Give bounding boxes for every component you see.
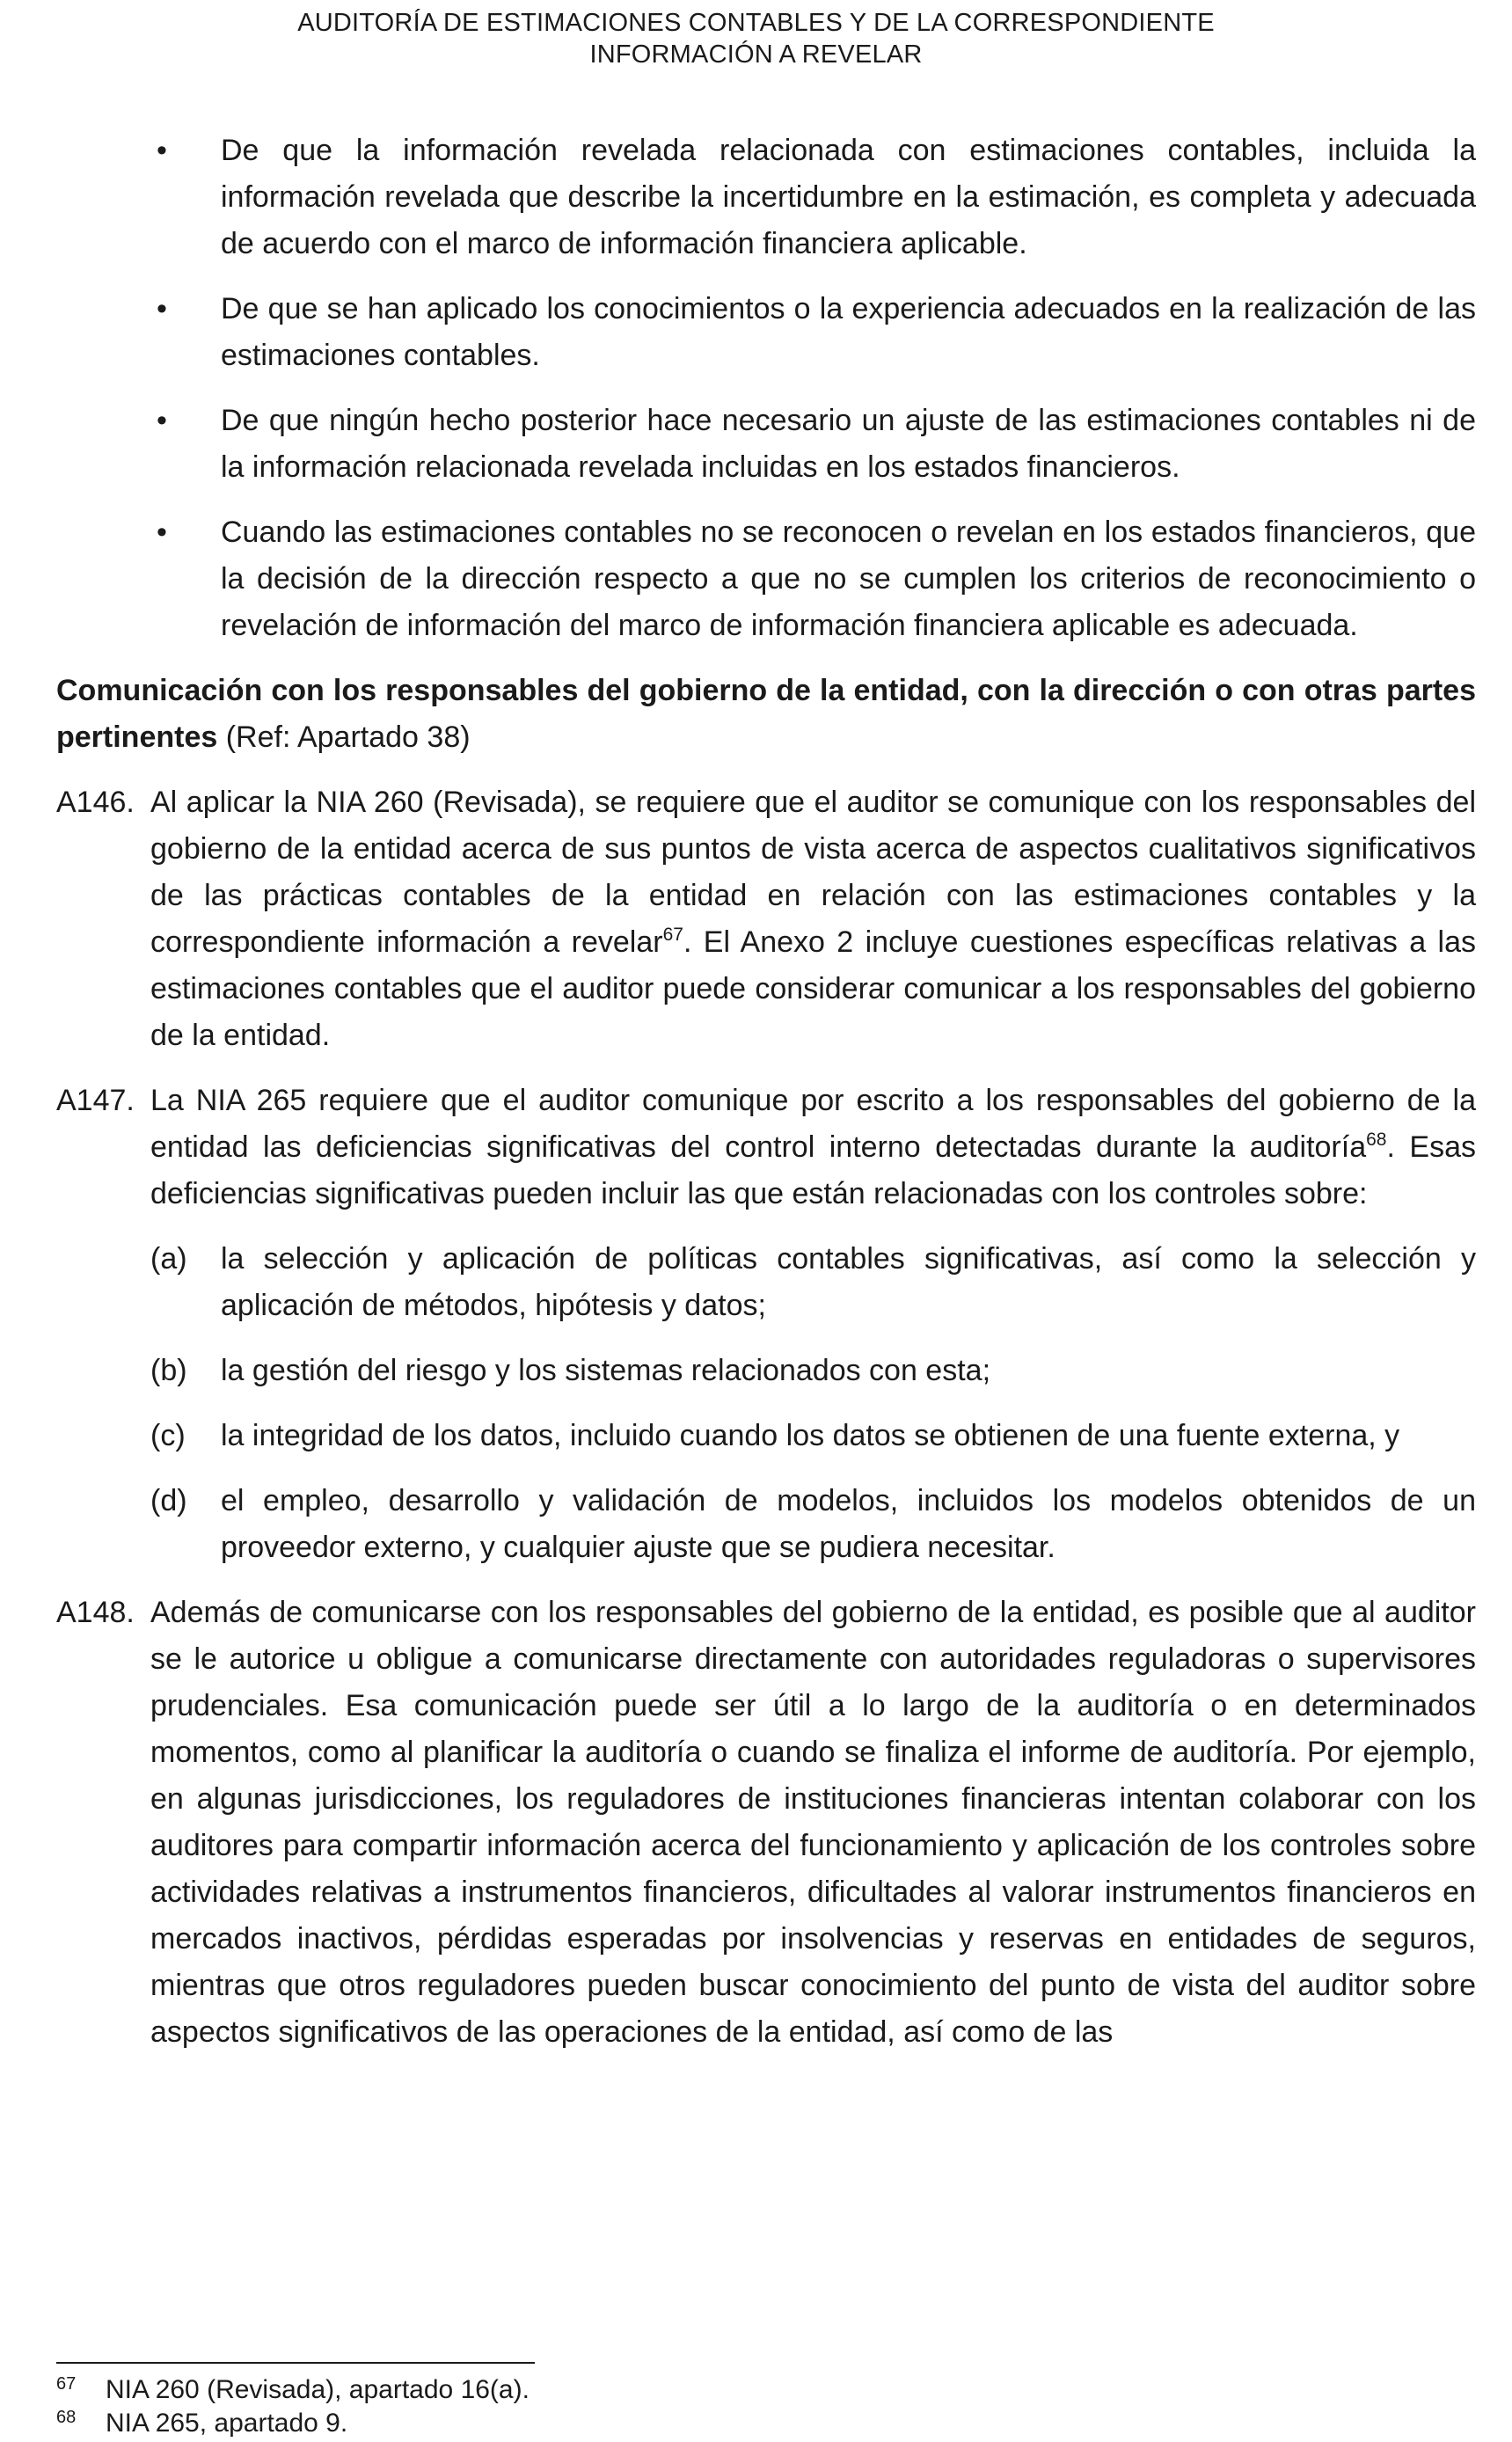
bullet-mark: • — [157, 515, 167, 549]
list-item-letter: (d) — [150, 1484, 187, 1517]
list-item-letter: (c) — [150, 1419, 186, 1452]
footnote-68 — [56, 2407, 1464, 2440]
footnote-ref-68[interactable]: 68 — [1366, 1130, 1387, 1150]
footnote-text: NIA 265, apartado 9. — [106, 2409, 348, 2438]
paragraph-number: A148. — [56, 1596, 135, 1629]
list-item — [150, 1413, 1476, 1459]
footnote-divider — [56, 2362, 535, 2364]
footnote-67 — [56, 2373, 1464, 2407]
bullet-text: De que la información revelada relacionada con estimaciones contables, incluida la información revelada que describe la incertidumbre en la estimación, es completa y adecuada de acuerdo con el marco de información financiera aplicable. — [221, 134, 1476, 260]
paragraph-text-part: Al aplicar la NIA 260 (Revisada), se requiere que el auditor se comunique con los responsables del gobierno de la entidad acerca de sus puntos de vista acerca de aspectos cualitativos significativos de las prácticas contables de la entidad en relación con las estimaciones contables y la correspondiente información a revelar — [150, 786, 1476, 959]
list-item-text: la integridad de los datos, incluido cuando los datos se obtienen de una fuente externa, y — [221, 1419, 1400, 1452]
page-header — [0, 7, 1512, 70]
paragraph-a147 — [56, 1078, 1476, 1217]
paragraph-text — [150, 779, 1476, 1059]
list-item — [150, 1236, 1476, 1329]
bullet-item — [56, 509, 1476, 649]
document-body — [56, 128, 1476, 2074]
bullet-mark: • — [157, 292, 167, 325]
paragraph-a146 — [56, 779, 1476, 1059]
paragraph-text-part: La NIA 265 requiere que el auditor comunique por escrito a los responsables del gobierno de la entidad las deficiencias significativas del control interno detectadas durante la auditoría — [150, 1084, 1476, 1164]
section-heading-title: Comunicación con los responsables del gobierno de la entidad, con la dirección o con otras partes pertinentes — [56, 674, 1476, 754]
paragraph-text-part: . El Anexo 2 incluye cuestiones específicas relativas a las estimaciones contables que el auditor puede considerar comunicar a los responsables del gobierno de la entidad. — [150, 925, 1476, 1052]
list-item — [150, 1478, 1476, 1571]
paragraph-number: A147. — [56, 1084, 135, 1117]
bullet-item — [56, 398, 1476, 491]
bullet-item — [56, 286, 1476, 379]
footnote-ref-67[interactable]: 67 — [662, 925, 683, 945]
paragraph-text: Además de comunicarse con los responsables del gobierno de la entidad, es posible que al auditor se le autorice u obligue a comunicarse directamente con autoridades reguladoras o supervisores prudenciales. Esa comunicación puede ser útil a lo largo de la auditoría o en determinados momentos, como al planificar la auditoría o cuando se finaliza el informe de auditoría. Por ejemplo, en algunas jurisdicciones, los reguladores de instituciones financieras intentan colaborar con los auditores para compartir información acerca del funcionamiento y aplicación de los controles sobre actividades relativas a instrumentos financieros, dificultades al valorar instrumentos financieros en mercados inactivos, pérdidas esperadas por insolvencias y reservas en entidades de seguros, mientras que otros reguladores pueden buscar conocimiento del punto de vista del auditor sobre aspectos significativos de las operaciones de la entidad, así como de las — [150, 1596, 1476, 2049]
header-line-1: AUDITORÍA DE ESTIMACIONES CONTABLES Y DE LA CORRESPONDIENTE — [297, 9, 1215, 37]
footnote-number: 68 — [56, 2408, 77, 2427]
paragraph-a148 — [56, 1590, 1476, 2056]
footnotes — [56, 2373, 1464, 2440]
list-item-text: la selección y aplicación de políticas contables significativas, así como la selección y aplicación de métodos, hipótesis y datos; — [221, 1242, 1476, 1322]
bullet-mark: • — [157, 404, 167, 437]
header-line-2: INFORMACIÓN A REVELAR — [589, 40, 923, 69]
list-item — [150, 1348, 1476, 1394]
bullet-text: De que ningún hecho posterior hace necesario un ajuste de las estimaciones contables ni de la información relacionada revelada incluidas en los estados financieros. — [221, 404, 1476, 484]
paragraph-number: A146. — [56, 786, 135, 819]
paragraph-text-part: . Esas deficiencias significativas pueden incluir las que están relacionadas con los controles sobre: — [150, 1130, 1476, 1210]
bullet-mark: • — [157, 134, 167, 167]
footnote-text: NIA 260 (Revisada), apartado 16(a). — [106, 2375, 530, 2404]
list-item-text: el empleo, desarrollo y validación de modelos, incluidos los modelos obtenidos de un proveedor externo, y cualquier ajuste que se pudiera necesitar. — [221, 1484, 1476, 1564]
section-heading — [56, 668, 1476, 761]
paragraph-text — [150, 1078, 1476, 1217]
section-heading-ref: (Ref: Apartado 38) — [225, 720, 471, 754]
list-item-letter: (b) — [150, 1354, 187, 1387]
list-item-letter: (a) — [150, 1242, 187, 1276]
list-item-text: la gestión del riesgo y los sistemas relacionados con esta; — [221, 1354, 991, 1387]
bullet-text: De que se han aplicado los conocimientos o la experiencia adecuados en la realización de las estimaciones contables. — [221, 292, 1476, 372]
bullet-item — [56, 128, 1476, 267]
bullet-text: Cuando las estimaciones contables no se reconocen o revelan en los estados financieros, que la decisión de la dirección respecto a que no se cumplen los criterios de reconocimiento o revelación de información del marco de información financiera aplicable es adecuada. — [221, 515, 1476, 642]
footnote-number: 67 — [56, 2374, 77, 2394]
